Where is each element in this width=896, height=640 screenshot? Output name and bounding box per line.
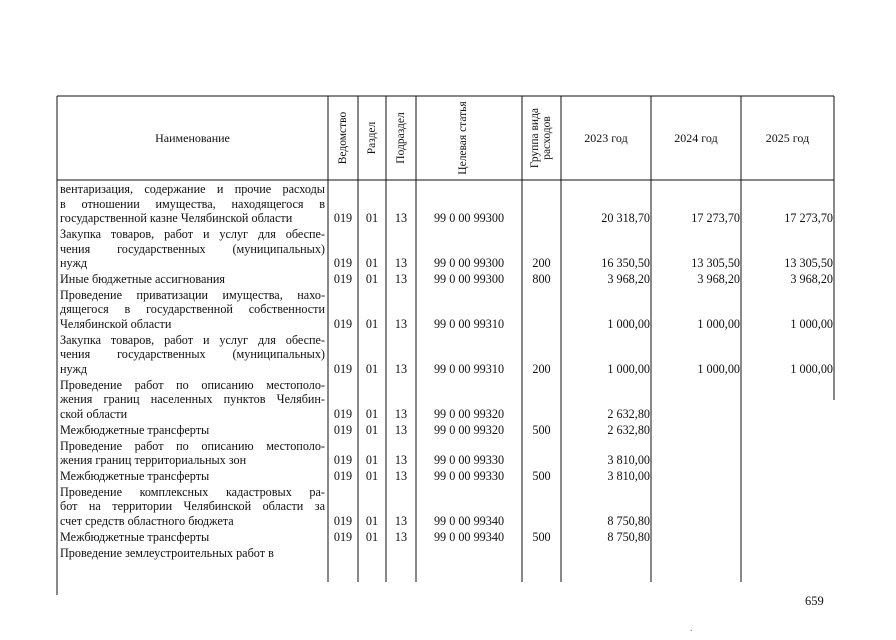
cell-ved: 019 [333, 514, 353, 528]
row-name-line: Закупка товаров, работ и услуг для обеспе- [60, 332, 325, 347]
header-statya [457, 98, 481, 178]
cell-statya: 99 0 00 99330 [433, 469, 505, 483]
cell-razdel: 01 [365, 469, 379, 483]
header-ved: Ведомство [337, 111, 349, 165]
cell-2024: 17 273,70 [691, 211, 740, 226]
row-name-line: нужд [60, 362, 88, 376]
cell-vid: 500 [532, 469, 551, 483]
header-name: Наименование [155, 130, 230, 145]
cell-2023: 3 968,20 [607, 272, 650, 286]
cell-2023: 2 632,80 [607, 407, 650, 421]
page-number: 659 [805, 594, 824, 608]
row-name-line: нужд [60, 256, 88, 271]
row-name-line: жения границ населенных пунктов Челябин- [60, 392, 325, 407]
footer-mark: . [690, 623, 693, 634]
row-name-line: Межбюджетные трансферты [60, 529, 210, 544]
cell-2023: 8 750,80 [607, 514, 650, 528]
cell-ved: 019 [333, 317, 353, 331]
cell-ved: 019 [333, 529, 353, 544]
header-vid-text: Группа вида расходов [529, 107, 553, 169]
cell-statya: 99 0 00 99300 [433, 256, 505, 271]
row-name-line: Проведение приватизации имущества, нахо- [60, 287, 325, 302]
cell-vid: 500 [532, 422, 551, 437]
header-2023: 2023 год [584, 130, 628, 145]
cell-vid: 800 [532, 272, 551, 286]
cell-ved: 019 [333, 407, 353, 421]
cell-podrazdel: 13 [394, 469, 408, 483]
cell-2023: 8 750,80 [607, 529, 650, 544]
cell-podrazdel: 13 [394, 256, 408, 271]
cell-2025: 1 000,00 [790, 362, 833, 376]
cell-2023: 1 000,00 [607, 362, 650, 376]
cell-razdel: 01 [365, 211, 379, 226]
cell-2024: 1 000,00 [697, 362, 740, 376]
cell-2025: 13 305,50 [784, 256, 833, 271]
cell-razdel: 01 [365, 407, 379, 421]
header-vid [529, 98, 553, 178]
cell-podrazdel: 13 [394, 453, 408, 468]
row-name-line: в отношении имущества, находящегося в [60, 196, 325, 211]
row-name-line: Проведение землеустроительных работ в [60, 545, 274, 560]
cell-ved: 019 [333, 272, 353, 286]
row-name-line: Проведение работ по описанию местополо- [60, 438, 325, 453]
row-name-line: чения государственных (муниципальных) [60, 347, 325, 362]
row-name-line: чения государственных (муниципальных) [60, 241, 325, 256]
cell-podrazdel: 13 [394, 317, 408, 331]
cell-statya: 99 0 00 99300 [433, 272, 505, 286]
cell-statya: 99 0 00 99310 [433, 362, 505, 376]
cell-ved: 019 [333, 422, 353, 437]
cell-podrazdel: 13 [394, 529, 408, 544]
cell-statya: 99 0 00 99340 [433, 514, 505, 528]
cell-ved: 019 [333, 211, 353, 226]
cell-2023: 2 632,80 [607, 422, 650, 437]
cell-2023: 1 000,00 [607, 317, 650, 331]
cell-razdel: 01 [365, 272, 379, 286]
cell-razdel: 01 [365, 256, 379, 271]
header-podrazdel: Подраздел [395, 112, 407, 164]
row-name-line: счет средств областного бюджета [60, 514, 234, 528]
cell-ved: 019 [333, 362, 353, 376]
cell-2024: 3 968,20 [697, 272, 740, 286]
row-name-line: Межбюджетные трансферты [60, 469, 210, 483]
row-name-line: Челябинской области [60, 317, 172, 331]
row-name-line: ской области [60, 407, 128, 421]
cell-ved: 019 [333, 256, 353, 271]
header-razdel: Раздел [366, 121, 378, 155]
row-name-line: Проведение работ по описанию местополо- [60, 377, 325, 392]
cell-2024: 13 305,50 [691, 256, 740, 271]
cell-statya: 99 0 00 99320 [433, 407, 505, 421]
cell-2023: 3 810,00 [607, 453, 650, 468]
cell-razdel: 01 [365, 422, 379, 437]
cell-razdel: 01 [365, 514, 379, 528]
cell-2023: 16 350,50 [601, 256, 650, 271]
row-name-line: дящегося в государственной собственности [60, 302, 325, 317]
row-name-line: Межбюджетные трансферты [60, 422, 210, 437]
row-name-line: вентаризация, содержание и прочие расходы [60, 182, 325, 196]
cell-razdel: 01 [365, 529, 379, 544]
cell-statya: 99 0 00 99340 [433, 529, 505, 544]
header-2025: 2025 год [765, 130, 810, 145]
row-name-line: Проведение комплексных кадастровых ра- [60, 484, 325, 499]
row-name-line: Закупка товаров, работ и услуг для обеспе- [60, 227, 325, 241]
cell-ved: 019 [333, 453, 353, 468]
cell-statya: 99 0 00 99310 [433, 317, 505, 331]
cell-podrazdel: 13 [394, 362, 408, 376]
cell-podrazdel: 13 [394, 272, 408, 286]
cell-2025: 1 000,00 [790, 317, 833, 331]
cell-2025: 17 273,70 [784, 211, 833, 226]
cell-statya: 99 0 00 99320 [433, 422, 505, 437]
row-name-line: жения границ территориальных зон [60, 453, 247, 468]
cell-2023: 3 810,00 [607, 469, 650, 483]
cell-razdel: 01 [365, 362, 379, 376]
cell-vid: 200 [532, 256, 551, 271]
cell-statya: 99 0 00 99330 [433, 453, 505, 468]
row-name-line: Иные бюджетные ассигнования [60, 272, 226, 286]
cell-podrazdel: 13 [394, 407, 408, 421]
cell-vid: 200 [532, 362, 551, 376]
cell-razdel: 01 [365, 317, 379, 331]
header-2024: 2024 год [674, 130, 718, 145]
row-name-line: государственной казне Челябинской области [60, 211, 293, 226]
cell-podrazdel: 13 [394, 211, 408, 226]
cell-podrazdel: 13 [394, 514, 408, 528]
row-name-line: бот на территории Челябинской области за [60, 499, 325, 514]
header-statya-text: Целевая статья [457, 101, 469, 175]
cell-podrazdel: 13 [394, 422, 408, 437]
cell-statya: 99 0 00 99300 [433, 211, 505, 226]
cell-razdel: 01 [365, 453, 379, 468]
cell-2024: 1 000,00 [697, 317, 740, 331]
cell-2025: 3 968,20 [790, 272, 833, 286]
cell-ved: 019 [333, 469, 353, 483]
cell-vid: 500 [532, 529, 551, 544]
cell-2023: 20 318,70 [601, 211, 650, 226]
